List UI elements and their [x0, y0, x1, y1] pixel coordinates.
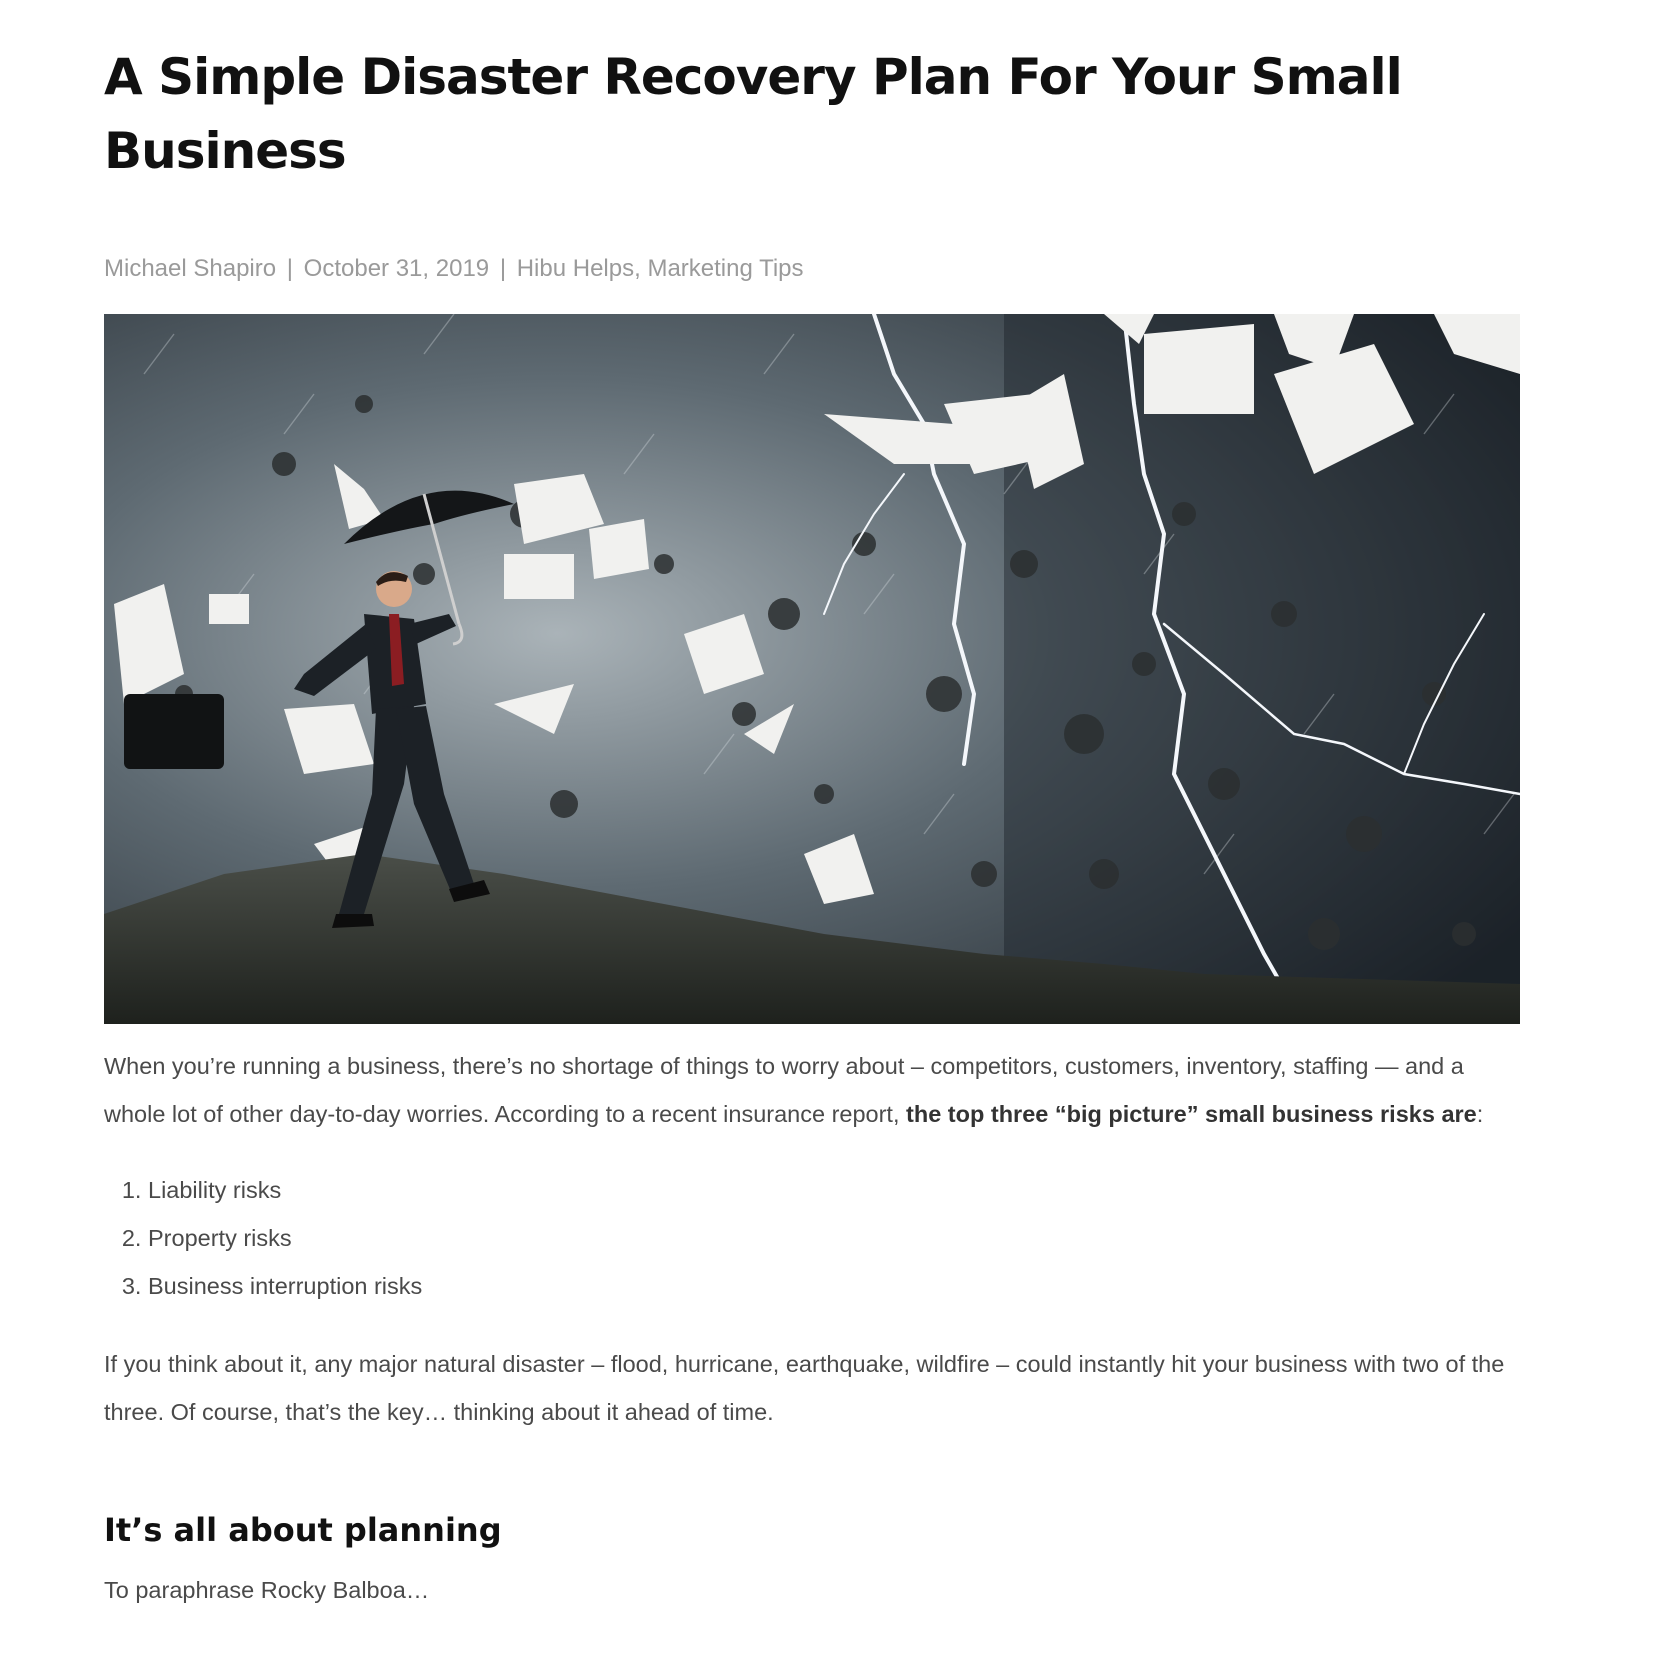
list-item: 1. Liability risks	[148, 1166, 1524, 1214]
category-link-hibu-helps[interactable]: Hibu Helps	[516, 255, 635, 282]
section-heading: It’s all about planning	[104, 1511, 502, 1549]
category-separator: ,	[634, 255, 648, 282]
body-paragraph: To paraphrase Rocky Balboa…	[104, 1577, 430, 1603]
article-title: A Simple Disaster Recovery Plan For Your Small Business	[104, 48, 1402, 180]
publish-date: October 31, 2019	[303, 255, 490, 282]
category-link-marketing-tips[interactable]: Marketing Tips	[647, 255, 804, 282]
meta-separator: |	[286, 255, 293, 282]
storm-businessman-image	[104, 314, 1520, 1024]
intro-bold-text: the top three “big picture” small business risks are	[906, 1101, 1477, 1127]
article-meta	[104, 254, 1524, 284]
article	[104, 40, 1524, 1614]
meta-separator: |	[499, 255, 507, 282]
intro-text-end: :	[1476, 1101, 1484, 1127]
body-paragraph: If you think about it, any major natural disaster – flood, hurricane, earthquake, wildfire – could instantly hit your business with two of the three. Of course, that’s the key… thinking about it ahead of time.	[104, 1351, 1505, 1425]
intro-paragraph	[104, 1042, 1524, 1138]
author-link[interactable]: Michael Shapiro	[104, 255, 277, 282]
intro-text-start: When you’re running a business, there’s no shortage of things to worry about – competitors, customers, inventory, staffing — and a whole lot of other day-to-day worries. According to a recent insurance report,	[104, 1053, 1464, 1127]
risks-list	[104, 1166, 1524, 1310]
list-item: 2. Property risks	[148, 1214, 1524, 1262]
list-item: 3. Business interruption risks	[148, 1262, 1524, 1310]
hero-image	[104, 314, 1520, 1024]
